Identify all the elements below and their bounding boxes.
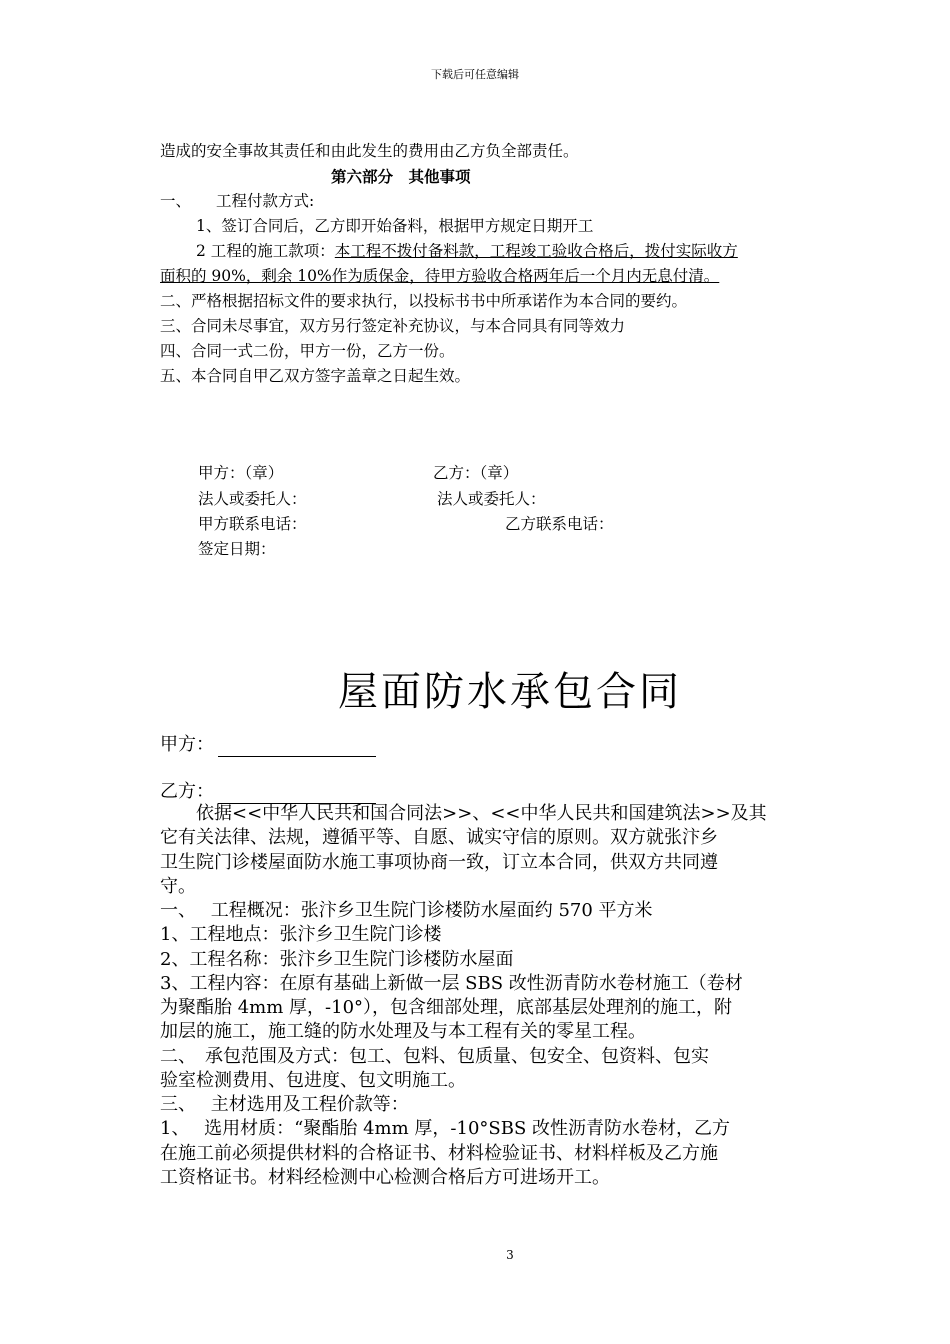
section-1-item-2: 2、工程名称：张汴乡卫生院门诊楼防水屋面 [160,949,514,970]
item-2: 二、严格根据招标文件的要求执行，以投标书书中所承诺作为本合同的要约。 [160,292,688,310]
contract-title: 屋面防水承包合同 [338,669,682,715]
sub-item-2 [196,239,738,264]
page-number: 3 [506,1248,514,1262]
sub-item-2-underlined: 本工程不拨付备料款，工程竣工验收合格后，拨付实际收方 [334,242,738,260]
item-4: 四、合同一式二份，甲方一份，乙方一份。 [160,342,455,360]
party-a-label: 甲方： [160,734,214,755]
party-a-phone: 甲方联系电话： [198,515,307,533]
party-b-representative: 法人或委托人： [437,490,546,508]
section-1-item-3c: 加层的施工，施工缝的防水处理及与本工程有关的零星工程。 [160,1021,646,1042]
item-5: 五、本合同自甲乙双方签字盖章之日起生效。 [160,367,471,385]
section-1-item-3a: 3、工程内容：在原有基础上新做一层 SBS 改性沥青防水卷材施工（卷材 [160,973,743,994]
sign-date: 签定日期： [198,540,276,558]
party-b-phone: 乙方联系电话： [505,515,614,533]
party-b-line [160,780,376,804]
party-a-blank [218,738,376,757]
party-b-seal: 乙方：（章） [433,464,519,482]
section-3-item-1b: 在施工前必须提供材料的合格证书、材料检验证书、材料样板及乙方施 [160,1143,718,1164]
item-1-number: 一、 [160,192,192,210]
continuation-line: 造成的安全事故其责任和由此发生的费用由乙方负全部责任。 [160,142,579,160]
party-b-label: 乙方： [160,781,214,802]
intro-line-4: 守。 [160,876,196,897]
intro-line-3: 卫生院门诊楼屋面防水施工事项协商一致，订立本合同，供双方共同遵 [160,852,718,873]
section-2b: 验室检测费用、包进度、包文明施工。 [160,1070,466,1091]
section-3-item-1a: 1、 选用材质：“聚酯胎 4mm 厚，-10°SBS 改性沥青防水卷材，乙方 [160,1118,731,1139]
section-2a: 二、 承包范围及方式：包工、包料、包质量、包安全、包资料、包实 [160,1046,709,1067]
sub-item-2-prefix: 2 工程的施工款项： [196,242,335,260]
item-3: 三、合同未尽事宜，双方另行签定补充协议，与本合同具有同等效力 [160,317,626,335]
section-title-part6: 第六部分 其他事项 [331,167,471,186]
party-a-seal: 甲方：（章） [198,464,284,482]
party-a-representative: 法人或委托人： [198,490,307,508]
section-1: 一、 工程概况：张汴乡卫生院门诊楼防水屋面约 570 平方米 [160,900,653,921]
sub-item-2-underlined-cont: 面积的 90%，剩余 10%作为质保金，待甲方验收合格两年后一个月内无息付清。 [160,267,720,285]
intro-line-1: 依据<<中华人民共和国合同法>>、<<中华人民共和国建筑法>>及其 [160,803,767,824]
section-3-item-1c: 工资格证书。材料经检测中心检测合格后方可进场开工。 [160,1167,610,1188]
item-1-text: 工程付款方式: [216,192,315,210]
section-1-item-1: 1、工程地点：张汴乡卫生院门诊楼 [160,924,442,945]
party-a-line [160,733,376,757]
intro-line-2: 它有关法律、法规，遵循平等、自愿、诚实守信的原则。双方就张汴乡 [160,827,718,848]
section-3: 三、 主材选用及工程价款等： [160,1094,409,1115]
sub-item-1: 1、签订合同后，乙方即开始备料，根据甲方规定日期开工 [196,217,594,235]
page-header: 下载后可任意编辑 [431,68,519,81]
section-1-item-3b: 为聚酯胎 4mm 厚，-10°），包含细部处理，底部基层处理剂的施工，附 [160,997,733,1018]
